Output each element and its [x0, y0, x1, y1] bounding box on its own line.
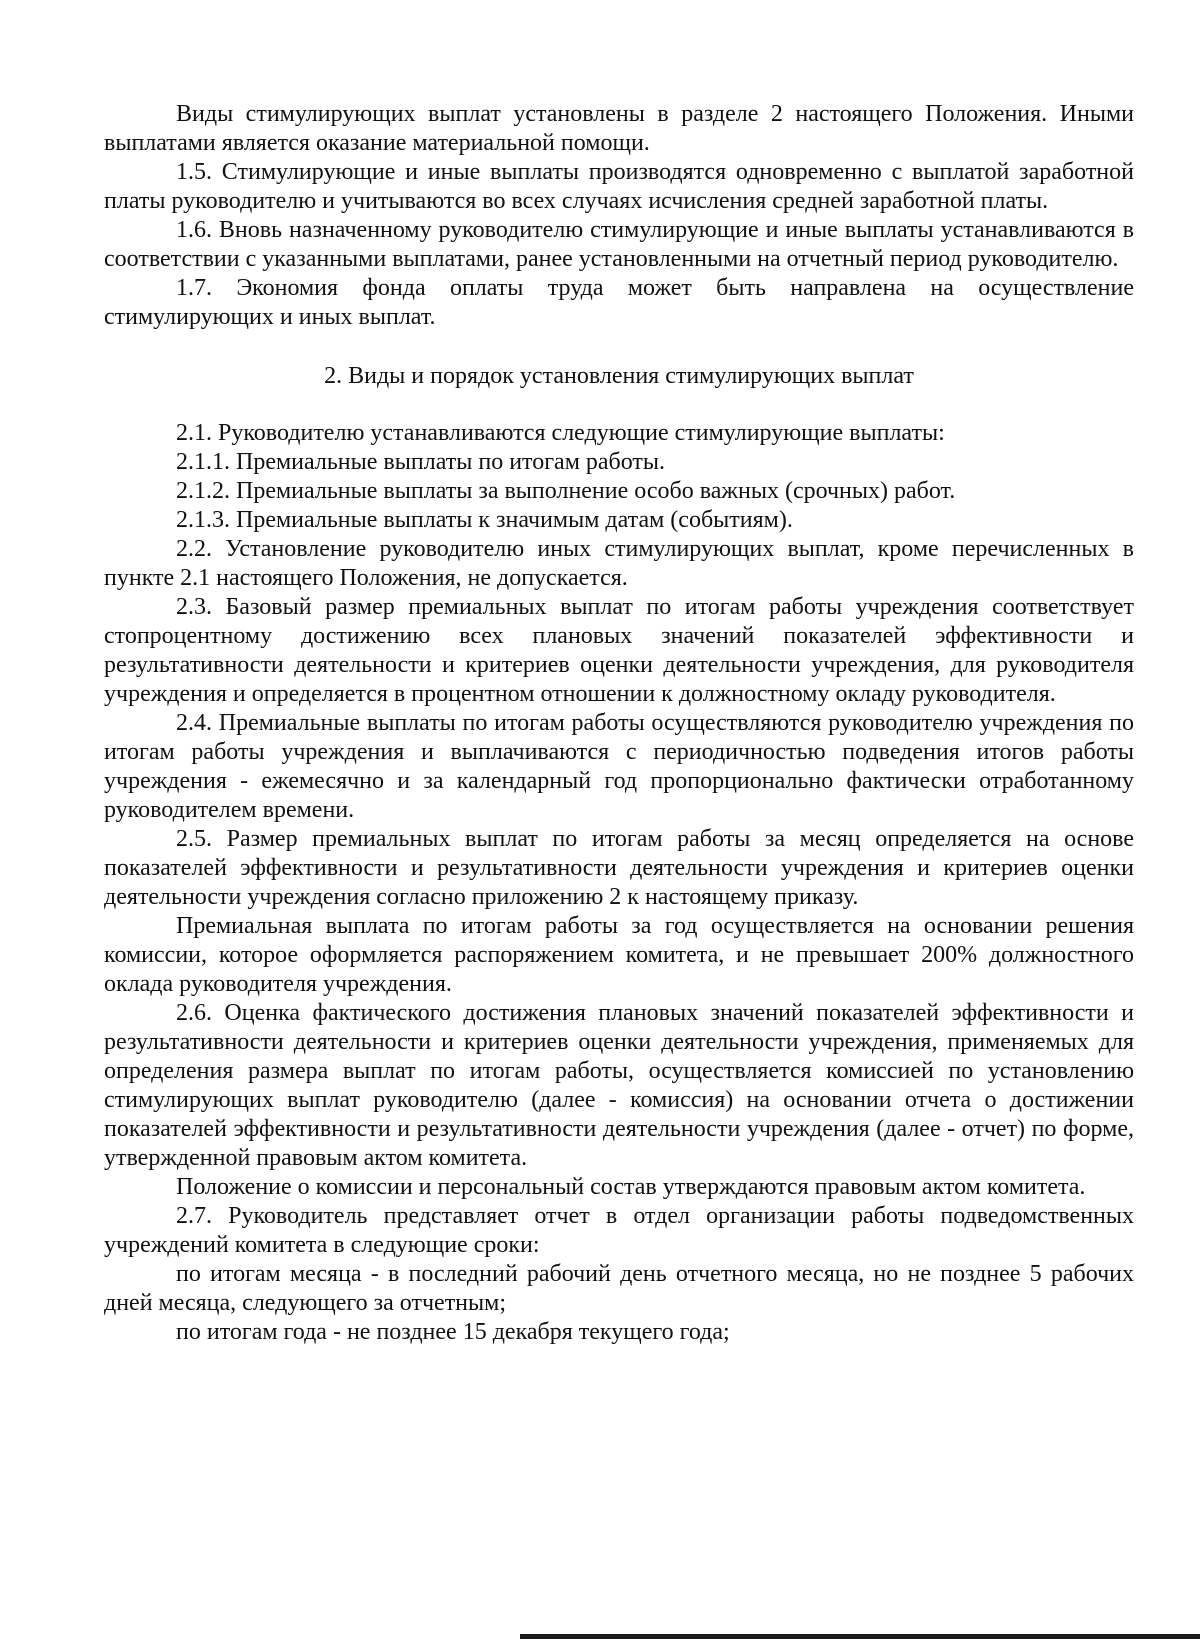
document-body	[104, 100, 1134, 1347]
section-2-heading: 2. Виды и порядок установления стимулирующих выплат	[324, 363, 914, 389]
paragraph-2-6: 2.6. Оценка фактического достижения плановых значений показателей эффективности и результативности деятельности и критериев оценки деятельности учреждения, применяемых для определения размера выплат по итогам работы, осуществляется комиссией по установлению стимулирующих выплат руководителю (далее - комиссия) на основании отчета о достижении показателей эффективности и результативности деятельности учреждения (далее - отчет) по форме, утвержденной правовым актом комитета.	[104, 1000, 1134, 1171]
paragraph-2-4: 2.4. Премиальные выплаты по итогам работы осуществляются руководителю учреждения по итогам работы учреждения и выплачиваются с периодичностью подведения итогов работы учреждения - ежемесячно и за календарный год пропорционально фактически отработанному руководителем времени.	[104, 710, 1134, 823]
paragraph-stimulus-types: Виды стимулирующих выплат установлены в разделе 2 настоящего Положения. Иными выплатами является оказание материальной помощи.	[104, 101, 1134, 156]
paragraph-2-1-1: 2.1.1. Премиальные выплаты по итогам работы.	[176, 449, 666, 475]
paragraph-2-3: 2.3. Базовый размер премиальных выплат по итогам работы учреждения соответствует стопроцентному достижению всех плановых значений показателей эффективности и результативности деятельности и критериев оценки деятельности учреждения, для руководителя учреждения и определяется в процентном отношении к должностному окладу руководителя.	[104, 594, 1134, 707]
paragraph-1-7: 1.7. Экономия фонда оплаты труда может быть направлена на осуществление стимулирующих и иных выплат.	[104, 275, 1134, 330]
paragraph-2-1: 2.1. Руководителю устанавливаются следующие стимулирующие выплаты:	[176, 420, 945, 446]
paragraph-1-5: 1.5. Стимулирующие и иные выплаты производятся одновременно с выплатой заработной платы руководителю и учитываются во всех случаях исчисления средней заработной платы.	[104, 159, 1134, 214]
paragraph-2-1-3: 2.1.3. Премиальные выплаты к значимым датам (событиям).	[176, 507, 793, 533]
paragraph-2-1-2: 2.1.2. Премиальные выплаты за выполнение особо важных (срочных) работ.	[176, 478, 956, 504]
paragraph-commission-regulation: Положение о комиссии и персональный состав утверждаются правовым актом комитета.	[176, 1174, 1086, 1200]
paragraph-1-6: 1.6. Вновь назначенному руководителю стимулирующие и иные выплаты устанавливаются в соответствии с указанными выплатами, ранее установленными на отчетный период руководителю.	[104, 217, 1134, 272]
paragraph-monthly-deadline: по итогам месяца - в последний рабочий день отчетного месяца, но не позднее 5 рабочих дней месяца, следующего за отчетным;	[104, 1261, 1134, 1316]
paragraph-2-2: 2.2. Установление руководителю иных стимулирующих выплат, кроме перечисленных в пункте 2.1 настоящего Положения, не допускается.	[104, 536, 1134, 591]
paragraph-2-5: 2.5. Размер премиальных выплат по итогам работы за месяц определяется на основе показателей эффективности и результативности деятельности учреждения и критериев оценки деятельности учреждения согласно приложению 2 к настоящему приказу.	[104, 826, 1134, 910]
paragraph-annual-bonus: Премиальная выплата по итогам работы за год осуществляется на основании решения комиссии, которое оформляется распоряжением комитета, и не превышает 200% должностного оклада руководителя учреждения.	[104, 913, 1134, 997]
paragraph-annual-deadline: по итогам года - не позднее 15 декабря текущего года;	[176, 1319, 730, 1345]
paragraph-2-7: 2.7. Руководитель представляет отчет в отдел организации работы подведомственных учреждений комитета в следующие сроки:	[104, 1203, 1134, 1258]
scan-bottom-edge	[520, 1634, 1200, 1639]
